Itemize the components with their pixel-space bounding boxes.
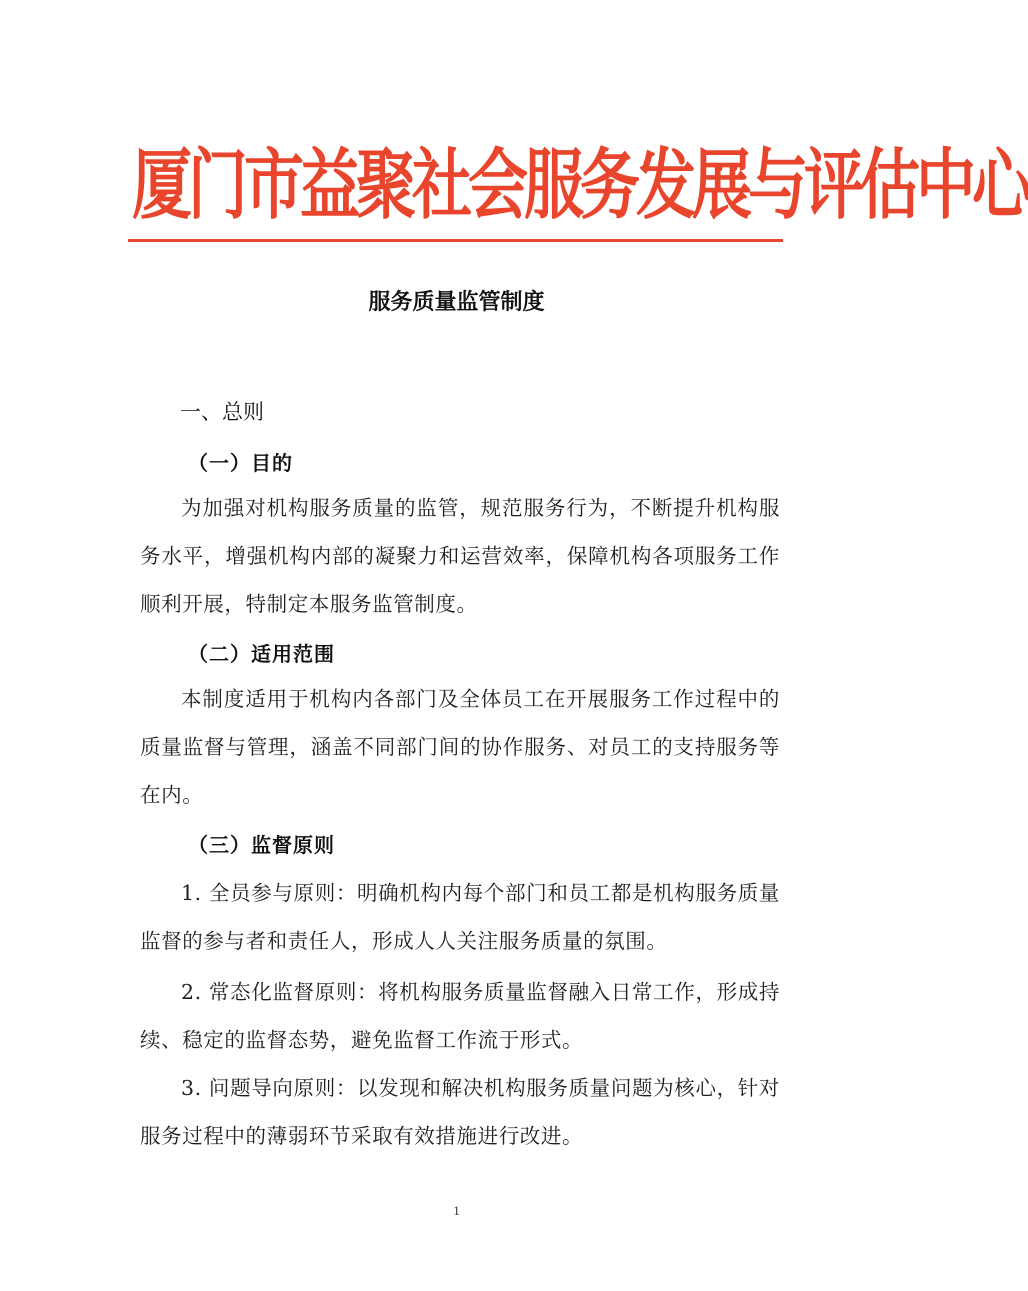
subsection-heading-scope: （二）适用范围: [188, 642, 335, 666]
letterhead-org-name: 厦门市益聚社会服务发展与评估中心: [132, 141, 1028, 231]
paragraph-scope: 本制度适用于机构内各部门及全体员工在开展服务工作过程中的质量监督与管理，涵盖不同部门间的协作服务、对员工的支持服务等在内。: [140, 687, 780, 807]
paragraph-purpose: 为加强对机构服务质量的监管，规范服务行为，不断提升机构服务水平，增强机构内部的凝聚力和运营效率，保障机构各项服务工作顺利开展，特制定本服务监管制度。: [140, 496, 780, 616]
subsection-heading-principles: （三）监督原则: [188, 833, 335, 857]
section-heading-general: 一、总则: [180, 400, 264, 424]
principle-item-2: 2. 常态化监督原则：将机构服务质量监督融入日常工作，形成持续、稳定的监督态势，避免监督工作流于形式。: [140, 980, 780, 1052]
document-title: 服务质量监管制度: [368, 290, 545, 315]
page-number: 1: [453, 1203, 460, 1218]
principle-item-3: 3. 问题导向原则：以发现和解决机构服务质量问题为核心，针对服务过程中的薄弱环节采取有效措施进行改进。: [140, 1076, 780, 1148]
letterhead-red-rule: [128, 239, 783, 242]
principle-item-1: 1. 全员参与原则：明确机构内每个部门和员工都是机构服务质量监督的参与者和责任人，形成人人关注服务质量的氛围。: [140, 881, 780, 953]
subsection-heading-purpose: （一）目的: [188, 451, 293, 475]
